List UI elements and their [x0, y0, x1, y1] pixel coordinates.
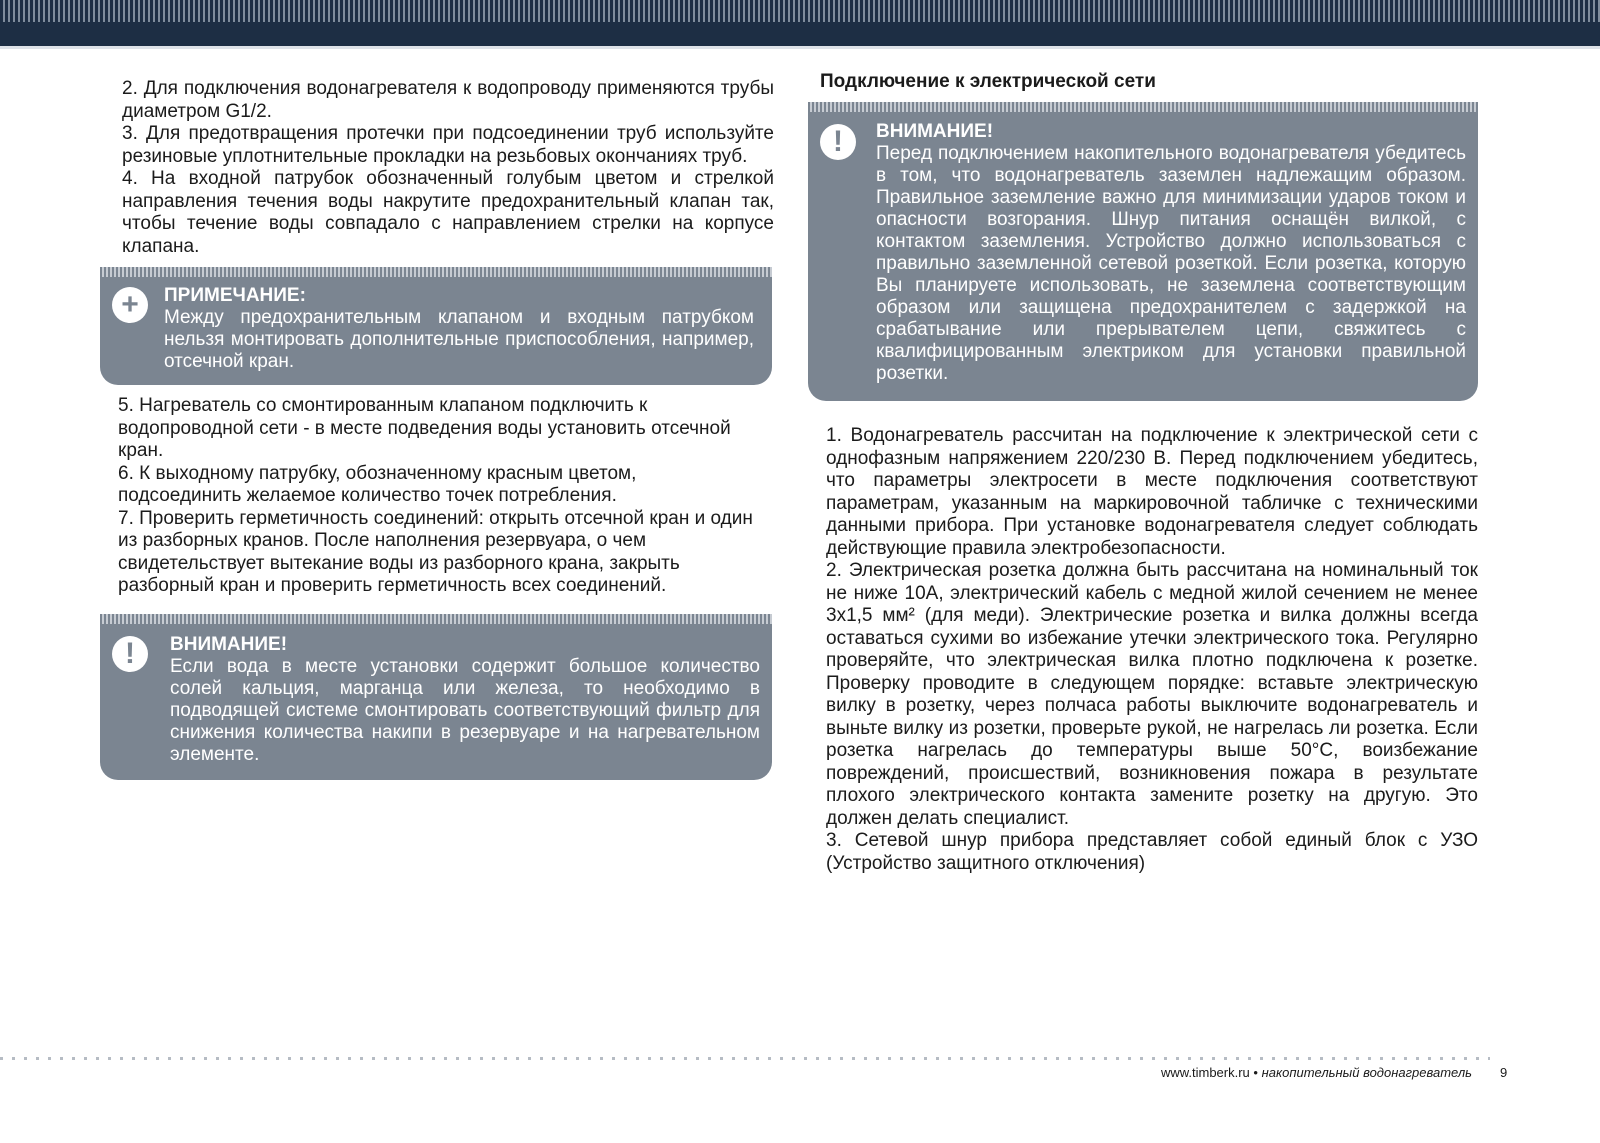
warning-box-right — [808, 102, 1478, 401]
warning-title-left: ВНИМАНИЕ! — [170, 633, 288, 655]
list-item: 6. К выходному патрубку, обозначенному красным цветом, подсоединить желаемое количество точек потребления. — [118, 462, 637, 506]
footer — [1161, 1064, 1472, 1082]
warning-text-right: Перед подключением накопительного водонагревателя убедитесь в том, что водонагреватель заземлен надлежащим образом. Правильное заземление важно для минимизации ударов током и опасности возгорания. Шнур питания оснащён вилкой, с контактом заземления. Устройство должно использоваться с правильно заземленной сетевой розеткой. Если розетка, которую Вы планируете использовать, не заземлена соответствующим образом или защищена предохранителем с задержкой на срабатывание или прерывателем цепи, свяжитесь с квалифицированным электриком для установки правильной розетки. — [876, 143, 1466, 384]
list-item: 3. Для предотвращения протечки при подсоединении труб используйте резиновые уплотнительные прокладки на резьбовых окончаниях труб. — [122, 123, 774, 167]
page-number: 9 — [1500, 1065, 1508, 1080]
list-item: 7. Проверить герметичность соединений: открыть отсечной кран и один из разборных кранов. После наполнения резервуара, о чем свидетельствует вытекание воды из разборного крана, закрыть разборный кран и проверить герметичность всех соединений. — [118, 507, 753, 596]
header-bar — [0, 0, 1600, 46]
warning-content-left — [170, 634, 760, 766]
footer-site-link[interactable]: www.timberk.ru — [1160, 1065, 1250, 1080]
warning-content-right — [876, 121, 1466, 385]
footer-divider — [0, 1057, 1490, 1060]
plus-circle-icon: + — [112, 287, 148, 323]
note-text: Между предохранительным клапаном и входным патрубком нельзя монтировать дополнительные приспособления, например, отсечной кран. — [164, 307, 754, 372]
list-item: 2. Электрическая розетка должна быть рассчитана на номинальный ток не ниже 10А, электрический кабель с медной жилой сечением не менее 3х1,5 мм² (для меди). Электрические розетка и вилка должны всегда оставаться сухими во избежание утечки электрического тока. Регулярно проверяйте, что электрическая вилка плотно подключена к розетке. Проверку проводите в следующем порядке: вставьте электрическую вилку в розетку, через полчаса работы выключите водонагреватель и выньте вилку из розетки, проверьте рукой, не нагрелась ли розетка. Если розетка нагрелась до температуры выше 50°С, воизбежание повреждений, происшествий, возникновения пожара в результате плохого электрического контакта замените розетку на другую. Это должен делать специалист. — [826, 560, 1478, 829]
list-item: 3. Сетевой шнур прибора представляет собой единый блок с УЗО (Устройство защитного отключения) — [826, 830, 1478, 874]
exclamation-circle-icon: ! — [820, 124, 856, 160]
footer-separator: • — [1249, 1065, 1262, 1080]
note-box — [100, 267, 772, 385]
note-title: ПРИМЕЧАНИЕ: — [164, 285, 306, 306]
left-column — [100, 78, 772, 780]
note-content — [164, 285, 754, 373]
warning-title-right: ВНИМАНИЕ! — [876, 121, 994, 142]
header-stripes — [0, 0, 1600, 22]
header-shadow — [0, 46, 1600, 49]
exclamation-circle-icon: ! — [112, 636, 148, 672]
warning-box-left — [100, 614, 772, 780]
list-item: 2. Для подключения водонагревателя к водопроводу применяются трубы диаметром G1/2. — [122, 78, 774, 122]
section-heading: Подключение к электрической сети — [820, 71, 1156, 92]
footer-description: накопительный водонагреватель — [1261, 1065, 1472, 1080]
warning-text-left: Если вода в месте установки содержит большое количество солей кальция, марганца или железа, то необходимо в подводящей системе смонтировать соответствующий фильтр для снижения количества накипи в резервуаре и на нагревательном элементе. — [170, 655, 760, 765]
list-item: 1. Водонагреватель рассчитан на подключение к электрической сети с однофазным напряжением 220/230 В. Перед подключением убедитесь, что параметры электросети в месте подключения соответствуют параметрам, указанным на маркировочной табличке с техническими данными прибора. При установке водонагревателя следует соблюдать действующие правила электробезопасности. — [826, 425, 1478, 559]
list-item: 5. Нагреватель со смонтированным клапаном подключить к водопроводной сети - в месте подведения воды установить отсечной кран. — [118, 395, 731, 461]
list-item: 4. На входной патрубок обозначенный голубым цветом и стрелкой направления течения воды накрутите предохранительный клапан так, чтобы течение воды совпадало с направлением стрелки на корпусе клапана. — [122, 168, 774, 257]
right-column — [808, 70, 1478, 875]
electrical-list — [808, 425, 1478, 875]
